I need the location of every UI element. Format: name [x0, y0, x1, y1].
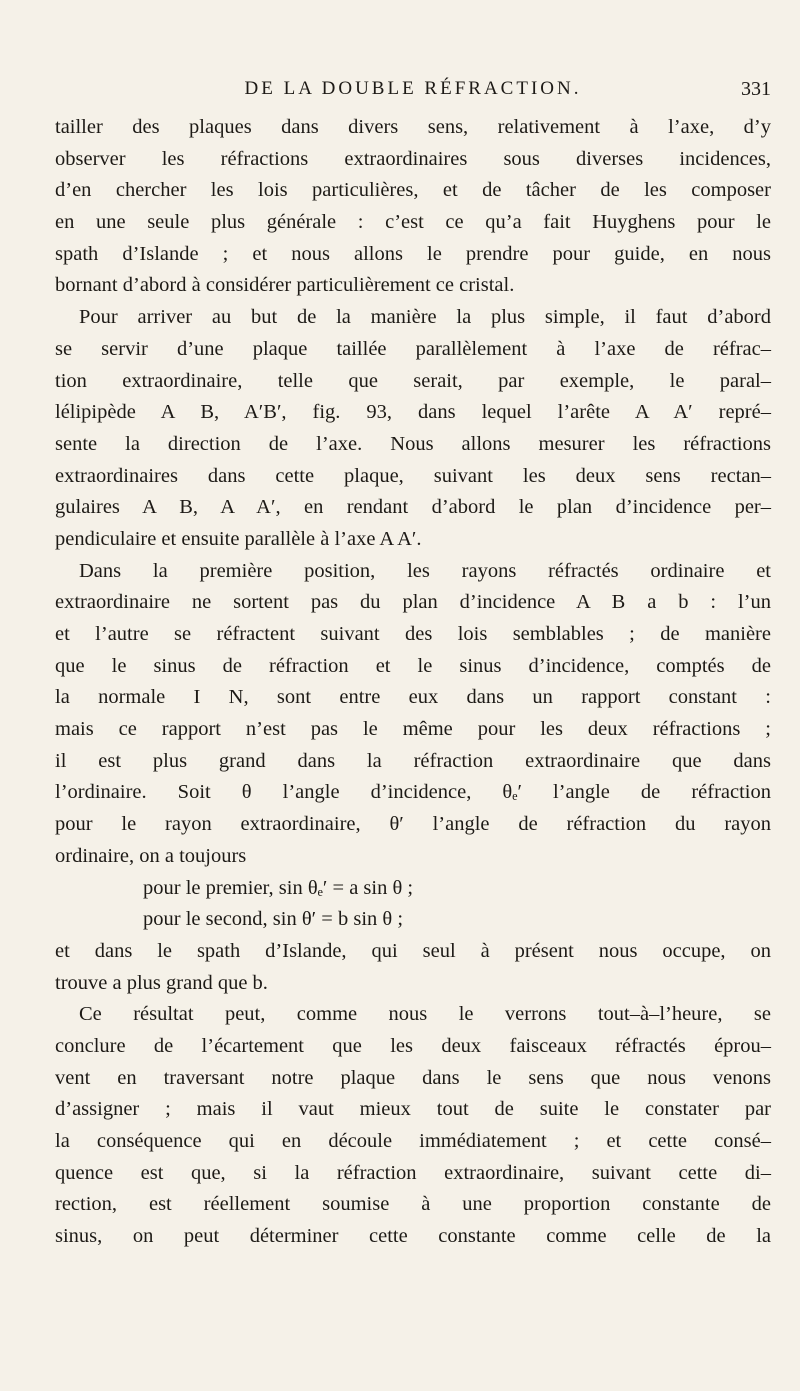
text-line: d’assigner ; mais il vaut mieux tout de suite le constater par	[55, 1098, 771, 1121]
running-title: DE LA DOUBLE RÉFRACTION.	[244, 78, 582, 99]
text-line: Pour arriver au but de la manière la plus simple, il faut d’abord	[79, 306, 771, 329]
text-line: l’ordinaire. Soit θ l’angle d’incidence, θₑ′ l’angle de réfraction	[55, 781, 771, 804]
text-line: observer les réfractions extraordinaires sous diverses incidences,	[55, 147, 771, 170]
text-line: ordinaire, on a toujours	[55, 844, 247, 867]
text-line: bornant d’abord à considérer particulièrement ce cristal.	[55, 274, 515, 297]
text-line: tailler des plaques dans divers sens, relativement à l’axe, d’y	[55, 116, 771, 138]
text-line: extraordinaires dans cette plaque, suivant les deux sens rectan–	[55, 464, 771, 487]
page-header	[55, 78, 771, 112]
formula-line: pour le second, sin θ′ = b sin θ ;	[143, 908, 404, 931]
text-line: lélipipède A B, A′B′, fig. 93, dans lequel l’arête A A′ repré–	[55, 401, 771, 424]
text-line: d’en chercher les lois particulières, et de tâcher de les composer	[55, 179, 771, 202]
text-line: il est plus grand dans la réfraction extraordinaire que dans	[55, 749, 771, 772]
page-number: 331	[741, 78, 771, 100]
text-line: pour le rayon extraordinaire, θ′ l’angle de réfraction du rayon	[55, 813, 771, 836]
text-line: mais ce rapport n’est pas le même pour les deux réfractions ;	[55, 718, 771, 741]
text-line: la normale I N, sont entre eux dans un rapport constant :	[55, 686, 771, 709]
text-line: conclure de l’écartement que les deux faisceaux réfractés éprou–	[55, 1034, 771, 1057]
text-line: gulaires A B, A A′, en rendant d’abord le plan d’incidence per–	[55, 496, 771, 519]
text-line: quence est que, si la réfraction extraordinaire, suivant cette di–	[55, 1161, 771, 1184]
text-line: spath d’Islande ; et nous allons le prendre pour guide, en nous	[55, 242, 771, 265]
text-line: rection, est réellement soumise à une proportion constante de	[55, 1193, 771, 1216]
text-line: se servir d’une plaque taillée parallèlement à l’axe de réfrac–	[55, 337, 771, 360]
text-line: sinus, on peut déterminer cette constante comme celle de la	[55, 1225, 771, 1248]
text-line: extraordinaire ne sortent pas du plan d’incidence A B a b : l’un	[55, 591, 771, 614]
body-text	[55, 112, 771, 1253]
text-line: trouve a plus grand que b.	[55, 971, 268, 994]
text-line: sente la direction de l’axe. Nous allons mesurer les réfractions	[55, 432, 771, 455]
text-line: et dans le spath d’Islande, qui seul à présent nous occupe, on	[55, 939, 771, 962]
text-line: que le sinus de réfraction et le sinus d’incidence, comptés de	[55, 654, 771, 677]
text-line: vent en traversant notre plaque dans le sens que nous venons	[55, 1066, 771, 1089]
text-line: Dans la première position, les rayons réfractés ordinaire et	[79, 559, 771, 582]
text-line: tion extraordinaire, telle que serait, par exemple, le paral–	[55, 369, 771, 392]
text-line: et l’autre se réfractent suivant des lois semblables ; de manière	[55, 623, 771, 645]
text-line: pendiculaire et ensuite parallèle à l’axe A A′.	[55, 527, 422, 550]
text-line: en une seule plus générale : c’est ce qu’a fait Huyghens pour le	[55, 211, 771, 234]
formula-line: pour le premier, sin θₑ′ = a sin θ ;	[143, 876, 414, 899]
text-line: la conséquence qui en découle immédiatement ; et cette consé–	[55, 1130, 771, 1152]
text-line: Ce résultat peut, comme nous le verrons tout–à–l’heure, se	[79, 1003, 771, 1026]
